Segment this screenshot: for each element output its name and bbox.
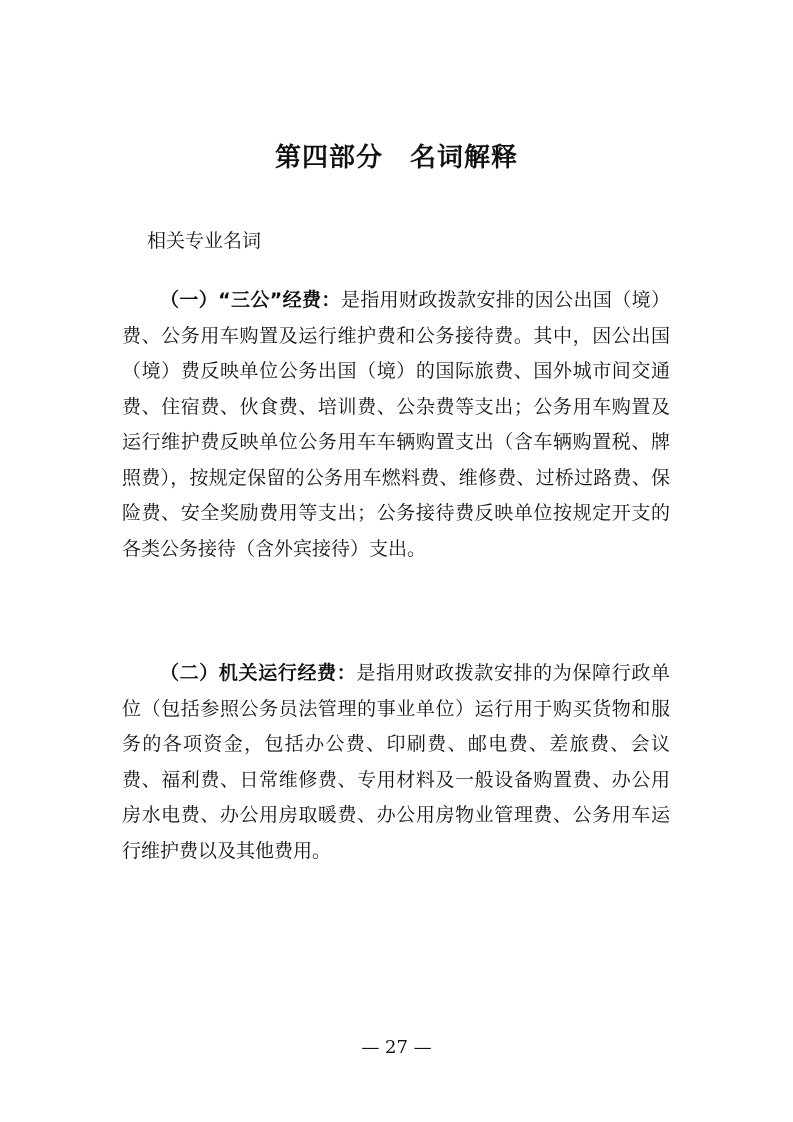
term-definition: 是指用财政拨款安排的为保障行政单位（包括参照公务员法管理的事业单位）运行用于购买货物和服务的各项资金，包括办公费、印刷费、邮电费、差旅费、会议费、福利费、日常维修费、专用材料及一般设备购置费、办公用房水电费、办公用房取暖费、办公用房物业管理费、公务用车运行维护费以及其他费用。: [122, 662, 670, 862]
section-heading: 相关专业名词: [147, 230, 262, 252]
term-definition: 是指用财政拨款安排的因公出国（境）费、公务用车购置及运行维护费和公务接待费。其中，因公出国（境）费反映单位公务出国（境）的国际旅费、国外城市间交通费、住宿费、伙食费、培训费、公杂费等支出；公务用车购置及运行维护费反映单位公务用车车辆购置支出（含车辆购置税、牌照费），按规定保留的公务用车燃料费、维修费、过桥过路费、保险费、安全奖励费用等支出；公务接待费反映单位按规定开支的各类公务接待（含外宾接待）支出。: [122, 289, 670, 560]
term-label: （一）“三公”经费：: [160, 289, 341, 311]
definition-paragraph-operating-costs: [122, 656, 670, 869]
definition-paragraph-sangong: [122, 283, 670, 567]
term-label: （二）机关运行经费：: [160, 662, 357, 684]
page-number: — 27 —: [361, 1037, 432, 1058]
page-title: 第四部分 名词解释: [274, 143, 518, 173]
